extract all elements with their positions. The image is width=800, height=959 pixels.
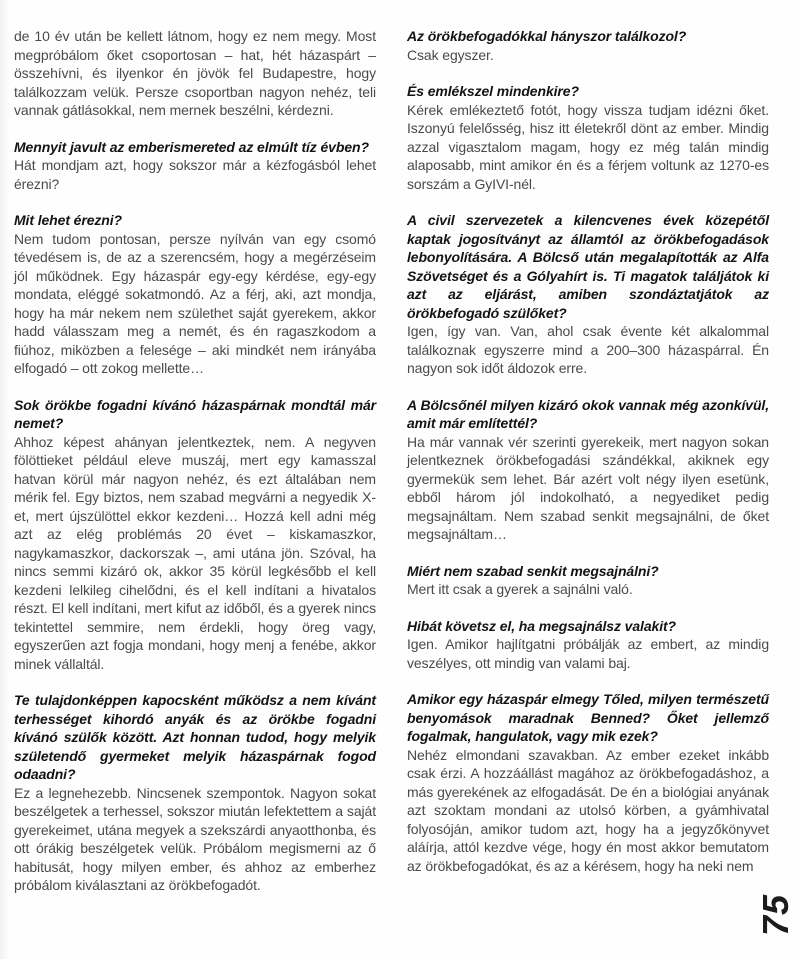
interview-question: A civil szervezetek a kilencvenes évek közepétől kaptak jogosítványt az államtól az örökbefogadások lebonyolítására. A Bölcső után megalapították az Alfa Szövetséget és a Gólyahírt is. Ti magatok találjátok ki azt az eljárást, amiben szondáztatjátok az örökbefogadó szülőket? xyxy=(407,212,769,321)
interview-answer: Csak egyszer. xyxy=(407,46,494,63)
interview-answer: Hát mondjam azt, hogy sokszor már a kézfogásból lehet érezni? xyxy=(14,157,376,192)
interview-answer: Nem tudom pontosan, persze nyílván van egy csomó tévedésem is, de az a szerencsém, hogy a megérzéseim jól működnek. Egy házaspár egy-egy kérdése, egy-egy mondata, eléggé sokatmondó. Az a férj, aki, azt mondja, hogy ha már nekem nem születhet saját gyerekem, akkor hadd válasszam meg a nemét, és én ragaszkodom a fiúhoz, miközben a felesége – aki mindkét nem irányába elfogadó – ott zokog mellette… xyxy=(14,230,376,376)
interview-answer: de 10 év után be kellett látnom, hogy ez nem megy. Most megpróbálom őket csoportosan – hat, hét házaspárt – összehívni, és ilyenkor én jövök fel Budapestre, hogy találkozzam velük. Persze csoportban nagyon nehéz, teli vannak gátlásokkal, nem mernek beszélni, kérdezni. xyxy=(14,28,376,118)
interview-question: Hibát követsz el, ha megsajnálsz valakit? xyxy=(407,617,677,634)
interview-answer: Ahhoz képest ahányan jelentkeztek, nem. A negyven fölöttieket például eleve muszáj, mert egy kamasszal hatvan körül már nagyon nehéz, és ezt általában nem mérik fel. Egy biztos, nem szabad megvárni a negyedik X-et, mert újszülöttel ekkor kezdeni… Hozzá kell adni még azt az elég problémás 20 évet – kiskamaszkor, nagykamaszkor, dackorszak –, ami utána jön. Szóval, ha nincs semmi kizáró ok, akkor 35 körül legkésőbb el kell kezdeni lelkileg cihelődni, és el kell indítani a hivatalos részt. El kell indítani, mert kifut az időből, és a gyerek nincs tekintettel semmire, nem érdekli, hogy öreg vagy, egyszerűen azt fogja mondani, hogy menj a fenébe, akkor minek vállaltál. xyxy=(14,433,376,672)
interview-question: Mennyit javult az emberismereted az elmúlt tíz évben? xyxy=(14,138,369,155)
interview-question: Sok örökbe fogadni kívánó házaspárnak mondtál már nemet? xyxy=(14,396,376,431)
interview-question: A Bölcsőnél milyen kizáró okok vannak még azonkívül, amit már említettél? xyxy=(407,396,769,431)
right-text-column xyxy=(407,27,769,875)
page-number: 75 xyxy=(755,893,796,937)
interview-question: Miért nem szabad senkit megsajnálni? xyxy=(407,562,659,579)
interview-answer: Igen, így van. Van, ahol csak évente két alkalommal találkoznak egyszerre mind a 200–300 házaspárral. Én nagyon sok időt áldozok erre. xyxy=(407,323,769,376)
interview-question: Amikor egy házaspár elmegy Tőled, milyen természetű benyomások maradnak Benned? Őket jellemző fogalmak, hangulatok, vagy mik ezek? xyxy=(407,691,769,744)
interview-answer: Mert itt csak a gyerek a sajnálni való. xyxy=(407,581,633,597)
interview-question: Az örökbefogadókkal hányszor találkozol? xyxy=(407,28,687,44)
scan-edge-shading xyxy=(0,0,10,959)
interview-answer: Ez a legnehezebb. Nincsenek szempontok. Nagyon sokat beszélgetek a terhessel, sokszor miután lefektettem a saját gyerekeimet, utána megyek a szekszárdi anyaotthonba, és ott órákig beszélgetek velük. Próbálom megismerni az ő habitusát, hogy milyen ember, és ahhoz az emberhez próbálom kiválasztani az örökbefogadót. xyxy=(14,784,376,893)
interview-answer: Nehéz elmondani szavakban. Az ember ezeket inkább csak érzi. A hozzáállást magához az örökbefogadáshoz, a más gyerekének az elfogadását. De én a biológiai anyának azt szoktam mondani az utolsó körben, a gyámhivatal folyosóján, amikor tudom azt, hogy ha a jegyzőkönyvet aláírja, attól kezdve vége, hogy én most akkor bemutatom az örökbefogadókat, és az a kérésem, hogy ha neki nem xyxy=(407,746,769,874)
interview-answer: Kérek emlékeztető fotót, hogy vissza tudjam idézni őket. Iszonyú felelősség, hisz itt életekről dönt az ember. Mindig azzal vigasztalom magam, hogy ez még talán mindig alaposabb, mint amikor én és a férjem voltunk az 1270-es sorszám a GyIVI-nél. xyxy=(407,101,769,192)
interview-answer: Igen. Amikor hajlítgatni próbálják az embert, az mindig veszélyes, ott mindig van valami baj. xyxy=(407,636,769,671)
interview-question: Mit lehet érezni? xyxy=(14,212,122,228)
interview-question: Te tulajdonképpen kapocsként működsz a nem kívánt terhességet kihordó anyák és az örökbe fogadni kívánó szülők között. Azt honnan tudod, hogy melyik születendő gyermeket melyik házaspárnak fogod odaadni? xyxy=(14,692,376,782)
interview-question: És emlékszel mindenkire? xyxy=(407,83,579,99)
left-text-column xyxy=(14,27,376,895)
interview-answer: Ha már vannak vér szerinti gyerekeik, mert nagyon sokan jelentkeznek örökbefogadási szándékkal, akiknek egy gyermekük sem lehet. Bár azért volt négy ilyen esetünk, ebből három jól indokolható, a negyediket pedig megsajnáltam. Nem szabad senkit megsajnálni, de őket megsajnáltam… xyxy=(407,433,769,542)
